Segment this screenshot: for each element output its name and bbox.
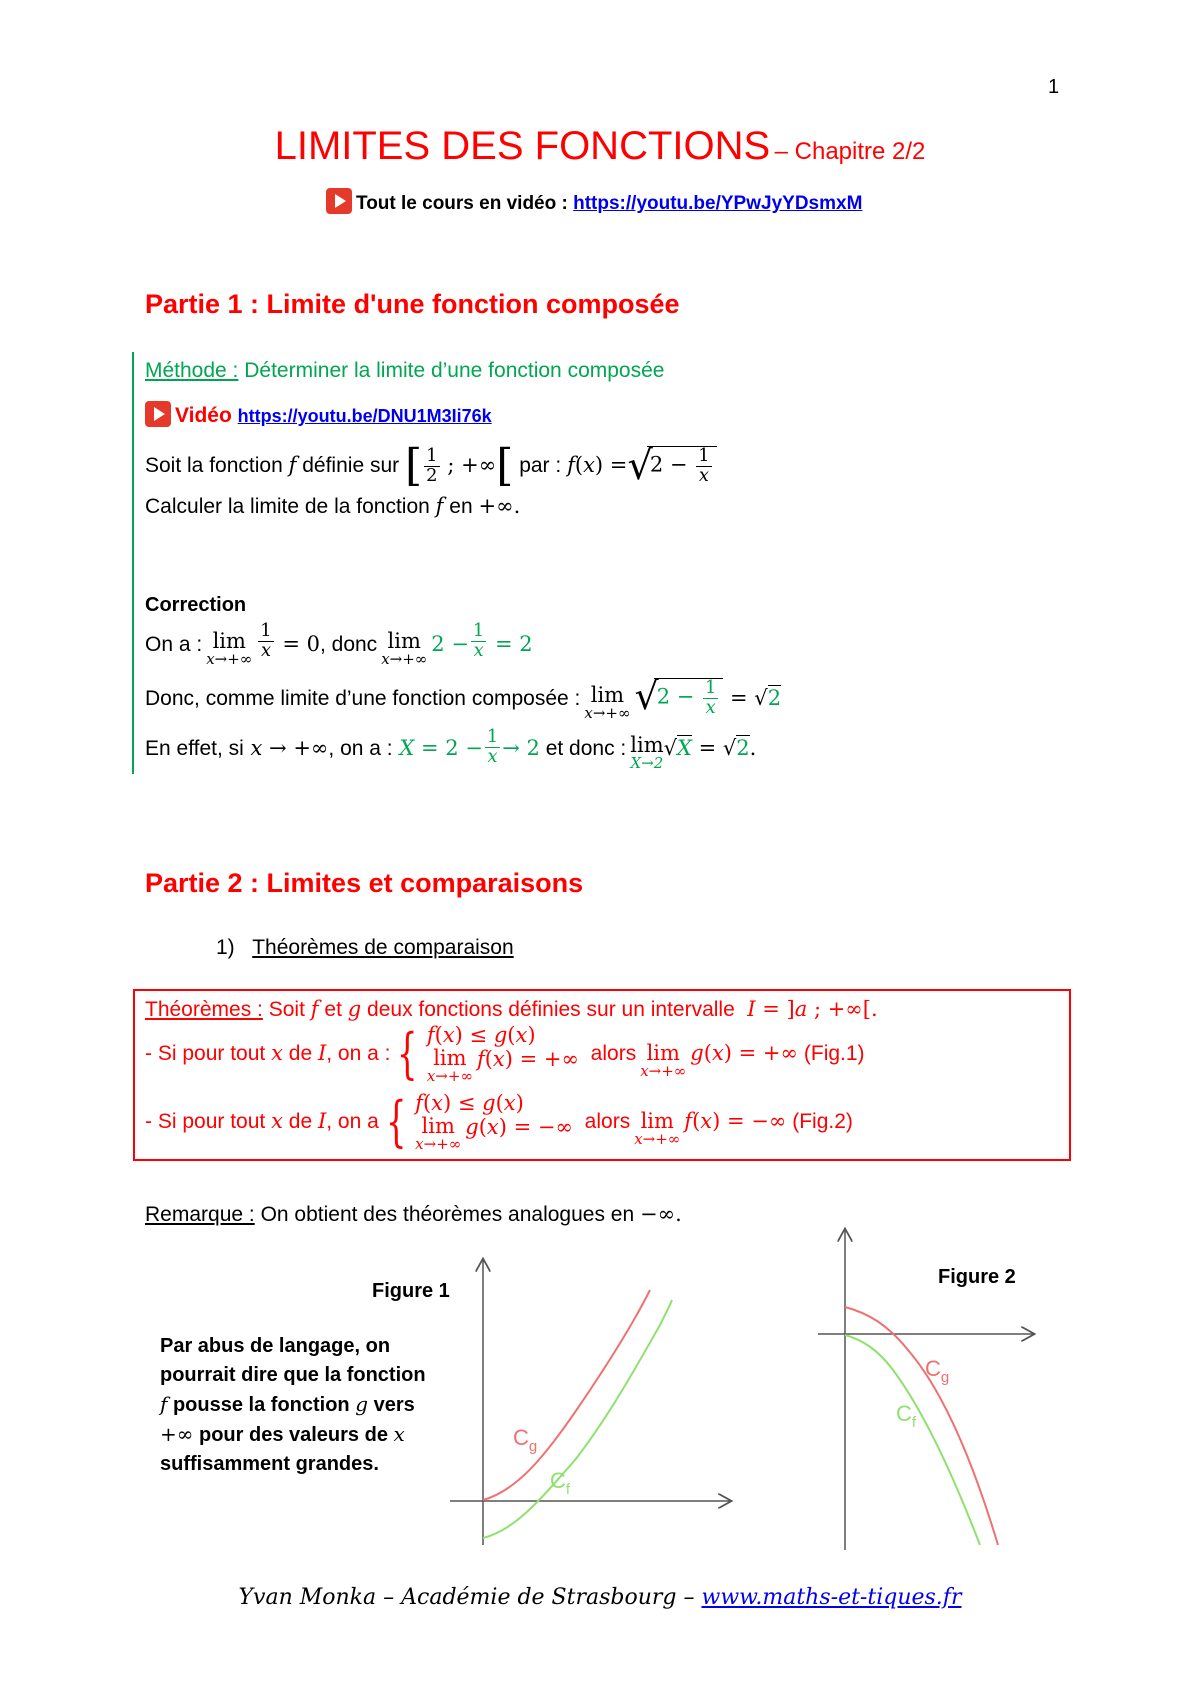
sub1-num: 1) [216,936,235,959]
alors-1: alors [590,1042,637,1066]
caption-line-5: suffisamment grandes. [160,1453,379,1475]
fig1-ref: (Fig.1) [803,1042,865,1066]
part2-heading: Partie 2 : Limites et comparaisons [145,868,584,898]
video-label: Vidéo [175,404,232,427]
on-a: On a : [145,633,203,656]
theorem-intro-2: et [324,998,342,1021]
caption-line-1: Par abus de langage, on [160,1335,391,1357]
case2-de: de [288,1110,313,1134]
correction-line-1: On a : lim x→+∞ $\frac{1}{x}$ = 0 , donc lim x→+∞ 2 − $\frac{1}{x}$ = 2 [145,620,533,669]
statement2-text: Calculer la limite de la fonction [145,495,430,518]
page-number: 1 [1048,76,1060,98]
en-effet: En effet, si [145,737,244,760]
label-cg: $C_g$ [513,1425,538,1455]
label-cg: $C_g$ [925,1356,950,1386]
case2-on-a: , on a [326,1110,379,1134]
donc-comme: Donc, comme limite d’une fonction composée : [145,687,581,710]
correction-line-3: En effet, si x → +∞ , on a : X = 2 − $\frac{1}{x}$ → 2 et donc : lim X→2 √X = √2. [145,726,757,773]
theorem-intro-1: Soit [268,998,305,1021]
statement1-par: par : [519,454,562,478]
method-label: Méthode : [145,359,239,382]
statement-2: Calculer la limite de la fonction f en +∞. [145,494,521,518]
part1-heading: Partie 1 : Limite d'une fonction composée [145,289,680,319]
video-line [145,401,492,428]
case1-de: de [288,1042,313,1066]
on-a2: , on a : [328,737,393,760]
et-donc: et donc : [545,737,627,760]
case1-on-a: , on a : [326,1042,391,1066]
course-video-link[interactable]: https://youtu.be/YPwJyYDsmxM [573,193,863,214]
theorem-intro: Théorèmes : Soit f et g deux fonctions définies sur un intervalle I = ]a ; +∞[. [145,997,878,1021]
label-cf: $C_f$ [550,1468,571,1498]
theorem-case-1: - Si pour tout x de I , on a : { f(x) ≤ g(x) lim x→+∞ f(x) = +∞ alors lim x→+∞ g(x) = +∞ (Fig.1) [145,1021,865,1086]
remark-text: On obtient des théorèmes analogues en [260,1203,635,1226]
figure2-graph [818,1225,1043,1555]
subsection-1 [216,935,514,960]
figure1-title: Figure 1 [372,1280,450,1302]
course-video-line [326,188,862,215]
donc: , donc [319,633,378,656]
theorem-label: Théorèmes : [145,998,263,1021]
page-title [0,124,1200,169]
method-bar [132,352,134,774]
fig2-ref: (Fig.2) [792,1110,853,1134]
title-sub: – Chapitre 2/2 [774,138,926,165]
alors-2: alors [584,1110,631,1134]
video-link[interactable]: https://youtu.be/DNU1M3Ii76k [237,406,492,426]
case2-prefix: - Si pour tout [145,1110,266,1134]
sub1-title: Théorèmes de comparaison [252,936,514,959]
caption-line-3: pousse la fonction [172,1394,350,1416]
caption-line-2: pourrait dire que la fonction [160,1364,426,1386]
correction-line-2: Donc, comme limite d’une fonction composée : lim x→+∞ √ 2 − $\frac{1}{x}$ = √2 [145,674,782,723]
method-text: Déterminer la limite d’une fonction composée [244,359,665,382]
curve-g [845,1307,998,1545]
statement2-end: en [449,495,473,518]
remark: Remarque : On obtient des théorèmes analogues en −∞. [145,1202,682,1226]
footer-link[interactable]: www.maths-et-tiques.fr [701,1585,962,1610]
theorem-intro-3: deux fonctions définies sur un intervalle [367,998,735,1021]
statement1-prefix: Soit la fonction [145,454,283,478]
title-main: LIMITES DES FONCTIONS [274,124,771,168]
correction-title: Correction [145,594,247,616]
footer-author: Yvan Monka – Académie de Strasbourg – [238,1585,695,1610]
remark-label: Remarque : [145,1203,255,1226]
label-cf: $C_f$ [896,1401,917,1431]
play-icon[interactable] [145,401,171,427]
course-video-label: Tout le cours en vidéo : [356,193,568,214]
figure1-graph [450,1250,740,1550]
statement-1: Soit la fonction f définie sur [ $\frac{1}{2}$ ; +∞ [ par : f ( x ) = √ 2 − $\frac{1}{x}$ [145,442,717,490]
play-icon[interactable] [326,188,352,214]
theorem-case-2: - Si pour tout x de I , on a { f(x) ≤ g(x) lim x→+∞ g(x) = −∞ alors lim x→+∞ f(x) = −∞ (Fig.2) [145,1089,853,1154]
curve-f [483,1300,672,1538]
case1-prefix: - Si pour tout [145,1042,266,1066]
statement1-mid: définie sur [302,454,400,478]
footer [0,1585,1200,1610]
figure2-title: Figure 2 [938,1266,1016,1288]
method-line [145,358,664,383]
caption-line-4: pour des valeurs de [198,1424,388,1446]
figure1-caption: Par abus de langage, on pourrait dire que la fonction f pousse la fonction g vers +∞ pour des valeurs de x suffisamment grandes. [160,1332,426,1479]
